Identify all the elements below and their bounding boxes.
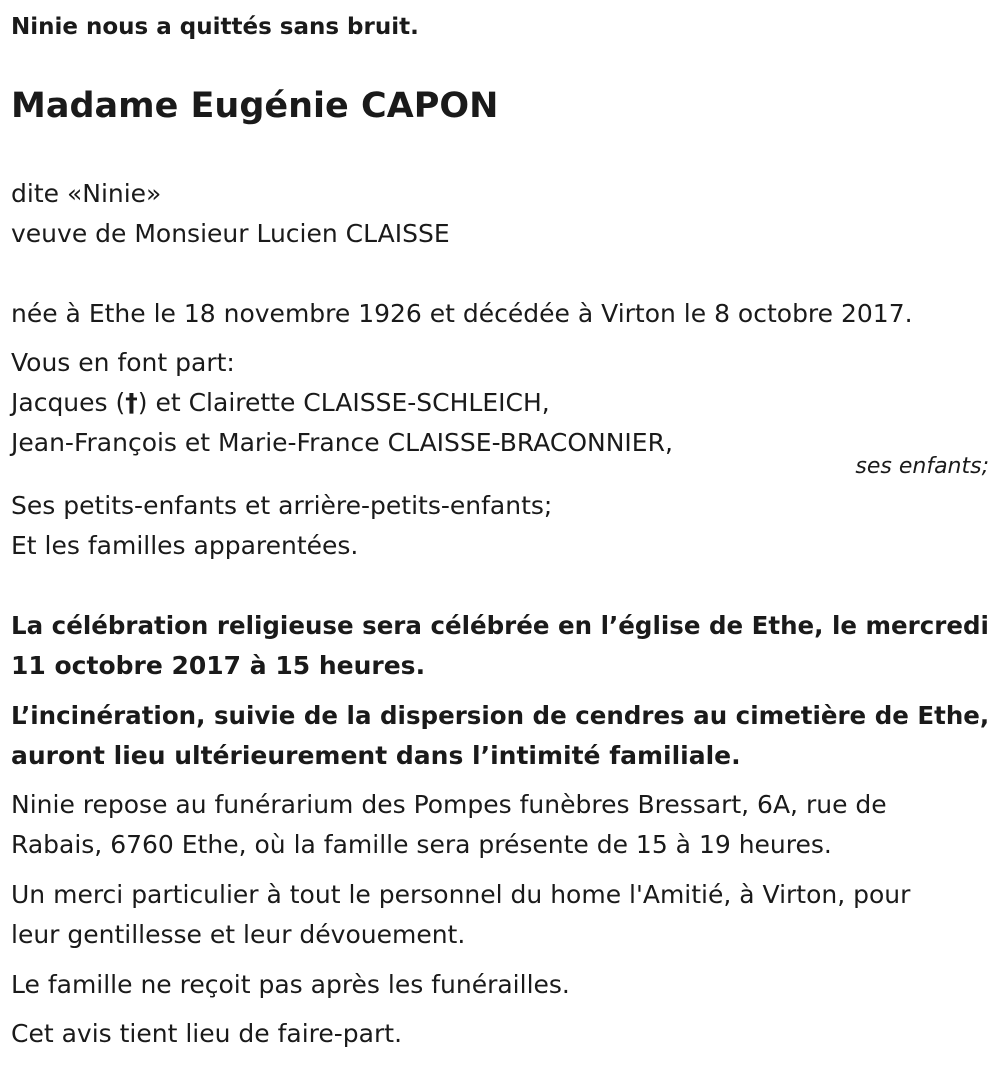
cross-icon: †	[125, 388, 138, 417]
cremation-line-1: L’incinération, suivie de la dispersion de cendres au cimetière de Ethe,	[11, 701, 990, 730]
spouse-line: veuve de Monsieur Lucien CLAISSE	[11, 219, 450, 248]
no-reception-line: Le famille ne reçoit pas après les funérailles.	[11, 970, 570, 999]
birth-death-line: née à Ethe le 18 novembre 1926 et décédée à Virton le 8 octobre 2017.	[11, 299, 913, 328]
ceremony-line-2: 11 octobre 2017 à 15 heures.	[11, 651, 426, 680]
family-intro: Vous en font part:	[11, 348, 235, 377]
cremation-line-2: auront lieu ultérieurement dans l’intimité familiale.	[11, 741, 741, 770]
thanks-line-2: leur gentillesse et leur dévouement.	[11, 920, 466, 949]
deceased-name: Madame Eugénie CAPON	[11, 86, 499, 126]
child-1-text-before: Jacques (	[11, 388, 126, 417]
child-line-2: Jean-François et Marie-France CLAISSE-BRACONNIER,	[11, 428, 673, 457]
children-role: ses enfants;	[855, 454, 989, 479]
relatives-line: Et les familles apparentées.	[11, 531, 359, 560]
headline: Ninie nous a quittés sans bruit.	[11, 14, 419, 40]
thanks-line-1: Un merci particulier à tout le personnel du home l'Amitié, à Virton, pour	[11, 880, 911, 909]
nickname: dite «Ninie»	[11, 179, 162, 208]
notice-line: Cet avis tient lieu de faire-part.	[11, 1019, 403, 1048]
child-1-text-after: ) et Clairette CLAISSE-SCHLEICH,	[137, 388, 550, 417]
funeral-home-line-1: Ninie repose au funérarium des Pompes funèbres Bressart, 6A, rue de	[11, 790, 887, 819]
funeral-home-line-2: Rabais, 6760 Ethe, où la famille sera présente de 15 à 19 heures.	[11, 830, 832, 859]
ceremony-line-1: La célébration religieuse sera célébrée en l’église de Ethe, le mercredi	[11, 611, 989, 640]
grandchildren-line: Ses petits-enfants et arrière-petits-enfants;	[11, 491, 553, 520]
child-line-1	[11, 388, 550, 418]
